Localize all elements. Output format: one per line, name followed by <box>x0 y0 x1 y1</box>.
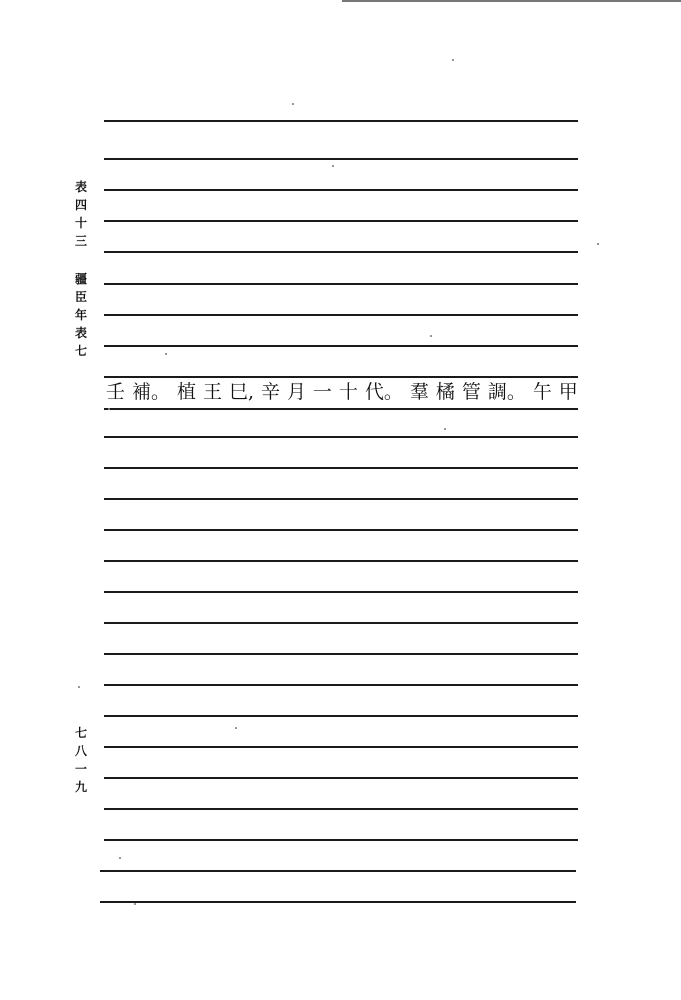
title-char: 七 <box>74 344 87 358</box>
entry-char: 調。 <box>487 381 526 403</box>
ruled-line <box>104 591 578 593</box>
scan-speck <box>165 353 167 355</box>
entry-char: 王 <box>202 381 222 403</box>
entry-char: 植 <box>176 381 196 403</box>
page-number-char: 七 <box>74 726 87 740</box>
title-char: 臣 <box>74 290 87 304</box>
page-number-char: 八 <box>74 744 87 758</box>
scan-speck <box>235 727 237 729</box>
ruled-line <box>104 746 578 748</box>
ruled-line <box>100 870 576 872</box>
ruled-line <box>104 715 578 717</box>
entry-char: 甲 <box>558 381 578 403</box>
ruled-line <box>104 622 578 624</box>
entry-char: 橘 <box>435 381 455 403</box>
scan-speck <box>134 903 136 905</box>
ruled-line <box>104 251 578 253</box>
title-char: 年 <box>74 308 87 322</box>
scan-speck <box>452 59 454 61</box>
ruled-line <box>104 345 578 347</box>
entry-char: 午 <box>532 381 552 403</box>
ruled-line <box>104 467 578 469</box>
ruled-line <box>104 498 578 500</box>
scan-speck <box>119 857 121 859</box>
ruled-line <box>104 189 578 191</box>
page-edge-line <box>342 0 681 2</box>
ruled-line <box>104 314 578 316</box>
scan-speck <box>430 335 432 337</box>
entry-char: 一 <box>312 381 332 403</box>
ruled-line <box>104 839 578 841</box>
ruled-line <box>104 436 578 438</box>
entry-char: 羣 <box>409 381 429 403</box>
title-char: 表 <box>74 326 87 340</box>
scan-speck <box>108 408 110 410</box>
scan-speck <box>444 428 446 430</box>
scan-speck <box>78 686 80 688</box>
ruled-line <box>104 120 578 122</box>
ruled-line <box>104 529 578 531</box>
entry-char: 壬 <box>106 381 126 403</box>
ruled-line <box>104 220 578 222</box>
ruled-line <box>104 684 578 686</box>
entry-char: 補。 <box>131 381 170 403</box>
entry-char: 巳, <box>228 381 254 403</box>
title-char: 表 <box>74 180 87 194</box>
ruled-line <box>104 777 578 779</box>
scan-speck <box>292 103 294 105</box>
title-char: 三 <box>74 234 87 248</box>
entry-char: 管 <box>461 381 481 403</box>
title-char: 十 <box>74 216 87 230</box>
entry-char: 十 <box>338 381 358 403</box>
entry-char: 月 <box>286 381 306 403</box>
page-number-char: 一 <box>74 762 87 776</box>
ruled-line <box>100 901 576 903</box>
entry-row <box>106 376 578 408</box>
title-char: 四 <box>74 198 87 212</box>
ruled-line <box>104 560 578 562</box>
table-title-vertical <box>74 178 88 360</box>
ruled-line <box>104 283 578 285</box>
scan-speck <box>332 165 334 167</box>
title-char: 疆 <box>74 272 87 286</box>
page-number-char: 九 <box>74 780 87 794</box>
ruled-line <box>104 158 578 160</box>
ruled-line <box>104 408 578 410</box>
ruled-line <box>104 808 578 810</box>
entry-char: 代。 <box>364 381 403 403</box>
page-number-vertical <box>74 724 88 796</box>
entry-char: 辛 <box>260 381 280 403</box>
scan-speck <box>597 243 599 245</box>
ruled-line <box>104 653 578 655</box>
